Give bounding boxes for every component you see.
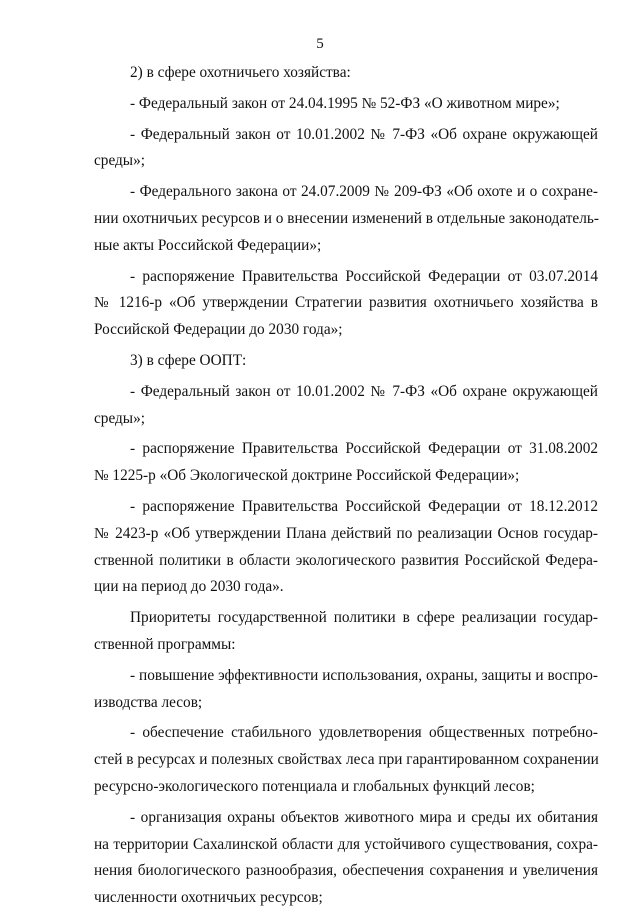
paragraph	[94, 264, 598, 344]
paragraph	[94, 179, 598, 259]
text-line: - распоряжение Правительства Российской Федерации от 31.08.2002	[130, 440, 598, 458]
text-line: - обеспечение стабильного удовлетворения общественных потребно-	[130, 724, 598, 742]
text-line: № 1225-р «Об Экологической доктрине Российской Федерации»;	[94, 467, 520, 485]
text-line: 2) в сфере охотничьего хозяйства:	[130, 64, 351, 81]
document-body	[94, 60, 598, 916]
text-line: № 2423-р «Об утверждении Плана действий по реализации Основ государ-	[94, 524, 598, 542]
text-line: - Федерального закона от 24.07.2009 № 209-ФЗ «Об охоте и о сохране-	[130, 183, 598, 201]
paragraph	[94, 60, 598, 87]
text-line: нии охотничьих ресурсов и о внесении изменений в отдельные законодатель-	[94, 209, 599, 227]
text-line: изводства лесов;	[94, 693, 203, 711]
paragraph	[94, 91, 598, 118]
text-line: - повышение эффективности использования, охраны, защиты и воспро-	[130, 666, 598, 684]
text-line: ственной программы:	[94, 635, 236, 653]
text-line: ции на период до 2030 года».	[94, 578, 284, 596]
text-line: 3) в сфере ООПТ:	[130, 351, 247, 369]
paragraph	[94, 348, 598, 375]
paragraph	[94, 663, 598, 717]
paragraph	[94, 122, 598, 176]
paragraph	[94, 379, 598, 433]
text-line: - Федеральный закон от 10.01.2002 № 7-ФЗ «Об охране окружающей	[130, 125, 598, 143]
text-line: - распоряжение Правительства Российской Федерации от 18.12.2012	[130, 497, 598, 515]
text-line: - организация охраны объектов животного мира и среды их обитания	[130, 808, 598, 826]
paragraph	[94, 805, 598, 912]
text-line: численности охотничьих ресурсов;	[94, 889, 323, 907]
page-number: 5	[316, 36, 324, 52]
text-line: ные акты Российской Федерации»;	[94, 236, 322, 254]
paragraph	[94, 436, 598, 490]
text-line: - Федеральный закон от 24.04.1995 № 52-ФЗ «О животном мире»;	[130, 94, 560, 112]
text-line: среды»;	[94, 152, 145, 170]
paragraph	[94, 494, 598, 601]
text-line: стей в ресурсах и полезных свойствах леса при гарантированном сохранении	[94, 751, 599, 769]
paragraph	[94, 720, 598, 800]
text-line: - распоряжение Правительства Российской Федерации от 03.07.2014	[130, 267, 598, 285]
text-line: - Федеральный закон от 10.01.2002 № 7-ФЗ «Об охране окружающей	[130, 382, 598, 400]
text-line: № 1216-р «Об утверждении Стратегии развития охотничьего хозяйства в	[94, 294, 598, 312]
paragraph	[94, 605, 598, 659]
text-line: среды»;	[94, 409, 145, 427]
text-line: Приоритеты государственной политики в сфере реализации государ-	[130, 609, 598, 627]
text-line: Российской Федерации до 2030 года»;	[94, 321, 343, 339]
text-line: на территории Сахалинской области для устойчивого существования, сохра-	[94, 835, 598, 853]
text-line: нения биологического разнообразия, обеспечения сохранения и увеличения	[94, 862, 598, 880]
text-line: ресурсно-экологического потенциала и глобальных функций лесов;	[94, 777, 535, 795]
text-line: ственной политики в области экологического развития Российской Федера-	[94, 551, 598, 569]
